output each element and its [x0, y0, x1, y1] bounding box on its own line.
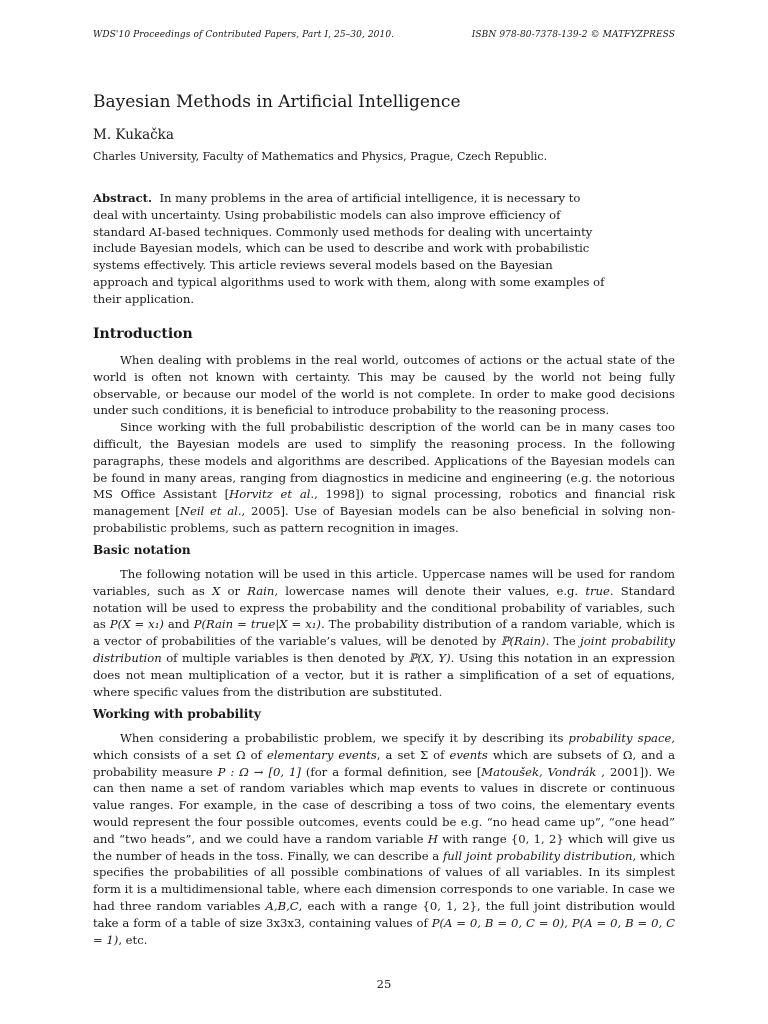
paragraph: The following notation will be used in this article. Uppercase names will be used for random variables, such as X or Rain, lowercase names will denote their values, e.g. true. Standard notation will be used to express the probability and the conditional probability of variables, such as P(X = x₁) and P(Rain = true|X = x₁). The probability distribution of a random variable, which is a vector of probabilities of the variable’s values, will be denoted by ℙ(Rain). The joint probability distribution of multiple variables is then denoted by ℙ(X, Y). Using this notation in an expression does not mean multiplication of a vector, but it is rather a simplification of a set of equations, where specific values from the distribution are substituted. [93, 567, 676, 699]
introduction-body [93, 352, 675, 537]
math: P(X = x₁) [109, 617, 164, 632]
working-with-probability-body [93, 730, 675, 948]
abstract-label: Abstract. [93, 191, 153, 205]
paragraph: When considering a probabilistic problem, we specify it by describing its probability space, which consists of a set Ω of elementary events, a set Σ of events which are subsets of Ω, and a probability measure P : Ω → [0, 1] (for a formal definition, see [Matoušek, Vondrák , 2001]). We can then name a set of random variables which map events to values in discrete or continuous value ranges. For example, in the case of describing a toss of two coins, the elementary events would represent the four possible outcomes, events could be e.g. “no head came up”, “one head” and “two heads”, and we could have a random variable H with range {0, 1, 2} which will give us the number of heads in the toss. Finally, we can describe a full joint probability distribution, which specifies the probabilities of all possible combinations of values of all variables. In its simplest form it is a multidimensional table, where each dimension corresponds to one variable. In case we had three random variables A,B,C, each with a range {0, 1, 2}, the full joint distribution would take a form of a table of size 3x3x3, containing values of P(A = 0, B = 0, C = 0), P(A = 0, B = 0, C = 1), etc. [93, 731, 676, 947]
math: ℙ(Rain) [500, 634, 546, 649]
running-header [93, 30, 675, 44]
proceedings-citation: WDS'10 Proceedings of Contributed Papers, Part I, 25–30, 2010. [93, 30, 395, 40]
paragraph: Since working with the full probabilistic description of the world can be in many cases too difficult, the Bayesian models are used to simplify the reasoning process. In the following paragraphs, these models and algorithms are described. Applications of the Bayesian models can be found in many areas, ranging from diagnostics in medicine and engineering (e.g. the notorious MS Office Assistant [Horvitz et al., 1998]) to signal processing, robotics and financial risk management [Neil et al., 2005]. Use of Bayesian models can be also beneficial in solving non-probabilistic problems, such as pattern recognition in images. [93, 420, 675, 535]
abstract [93, 190, 605, 308]
abstract-text: In many problems in the area of artificial intelligence, it is necessary to deal with uncertainty. Using probabilistic models can also improve efficiency of standard AI-based techniques. Commonly used methods for dealing with uncertainty include Bayesian models, which can be used to describe and work with probabilistic systems effectively. This article reviews several models based on the Bayesian approach and typical algorithms used to work with them, along with some examples of their application. [93, 191, 605, 306]
citation: Horvitz et al. [229, 487, 315, 502]
citation: Neil et al. [179, 504, 242, 519]
subsection-heading-basic-notation: Basic notation [93, 543, 191, 557]
math: P(A = 0, B = 0, C = 0) [431, 915, 565, 930]
math: P : Ω → [0, 1] [217, 764, 301, 779]
basic-notation-body [93, 566, 675, 700]
paragraph: When dealing with problems in the real world, outcomes of actions or the actual state of the world is often not known with certainty. This may be caused by the world not being fully observable, or because our model of the world is not complete. In order to make good decisions under such conditions, it is beneficial to introduce probability to the reasoning process. [93, 353, 675, 418]
section-heading-introduction: Introduction [93, 326, 193, 342]
page-number: 25 [376, 977, 392, 991]
author: M. Kukačka [93, 127, 174, 143]
math: P(A = 0, B = 0, C = 1) [93, 915, 675, 947]
citation: Matoušek, Vondrák [481, 764, 597, 779]
math: P(Rain = true|X = x₁) [193, 617, 321, 632]
math: ℙ(X, Y) [408, 650, 451, 665]
subsection-heading-working-with-probability: Working with probability [93, 707, 261, 721]
paper-title: Bayesian Methods in Artificial Intelligence [93, 92, 461, 112]
isbn: ISBN 978-80-7378-139-2 © MATFYZPRESS [471, 30, 675, 40]
affiliation: Charles University, Faculty of Mathematics and Physics, Prague, Czech Republic. [93, 150, 548, 163]
